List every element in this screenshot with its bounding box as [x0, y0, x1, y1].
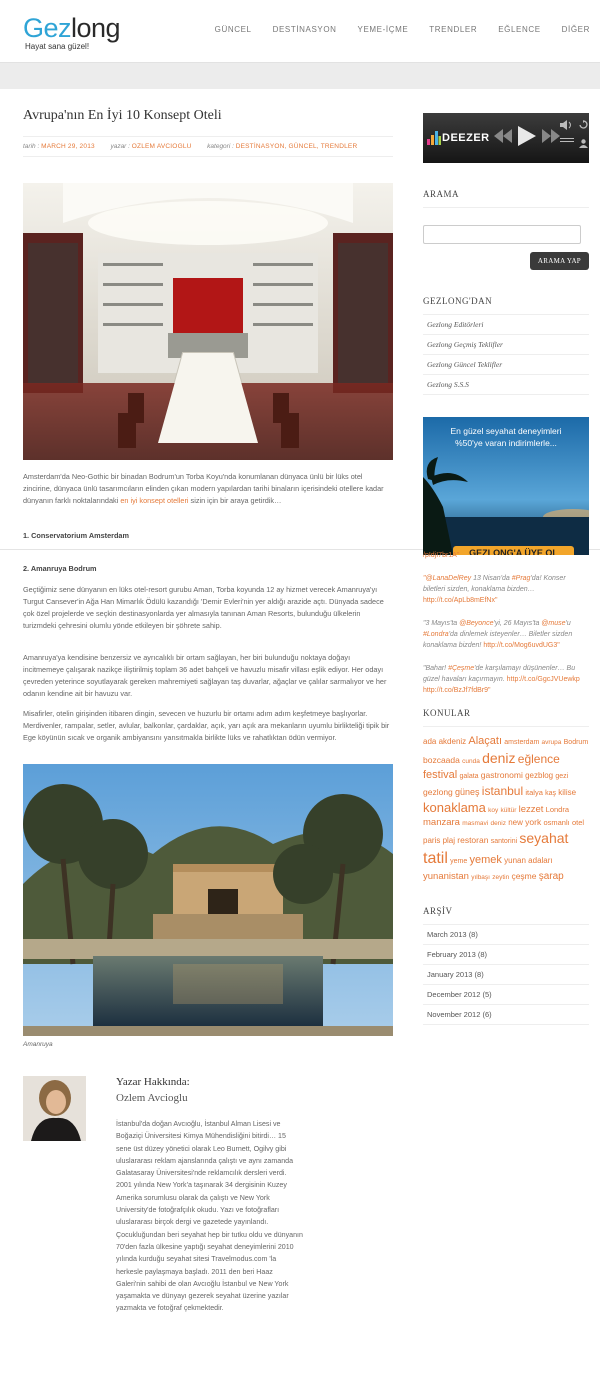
tag-link[interactable]: eğlence	[517, 751, 560, 766]
tag-link[interactable]: şarap	[538, 870, 564, 882]
tag-link[interactable]: masmavi	[462, 819, 489, 827]
tag-link[interactable]: santorini	[490, 838, 518, 846]
repeat-icon[interactable]	[579, 120, 588, 131]
search-button[interactable]: ARAMA YAP	[530, 252, 589, 270]
archive-february-2013[interactable]: February 2013 (8)	[423, 945, 589, 965]
tag-link[interactable]: konaklama	[423, 799, 486, 815]
tag-link[interactable]: seyahat	[519, 830, 569, 847]
tag-link[interactable]: italya	[525, 787, 543, 797]
tag-link[interactable]: kilise	[558, 787, 577, 797]
tweet-0-link[interactable]: /pIdjI7br1A"	[423, 552, 460, 559]
post-paragraph-1: Geçtiğimiz sene dünyanın en lüks otel-resort gurubu Aman, Torba koyunda 12 ay hizmet verecek Amanruya'yı Turgut Cansever'in Ağa Han Mimarlık Ödülü kazandığı 'Demir Evleri'nin yer aldığı arazide açtı. Dünyada sadece çok özel projelerde ve seçkin destinasyonlarda yer almasıyla tanınan Aman Resorts, bulunduğu ülkelerin turizmdeki çehresini olumlu yönde etkileyen bir şöhrete sahip.	[23, 585, 384, 630]
tag-link[interactable]: koy	[488, 806, 499, 814]
tweet-1-handle[interactable]: "@LanaDelRey	[423, 575, 472, 582]
tag-link[interactable]: Alaçatı	[468, 735, 503, 747]
tag-link[interactable]: new	[508, 817, 523, 827]
play-icon[interactable]	[518, 126, 536, 148]
sidebar-lower	[423, 550, 589, 1025]
site-header	[0, 0, 600, 62]
tag-link[interactable]: Bodrum	[563, 739, 589, 746]
post-paragraph-2: Amanruya'ya kendisine benzersiz ve ayrıcalıklı bir ortam sağlayan, her biri bulunduğu noktaya doğayı incitmemeye çalışarak nazikçe iliştirilmiş toplam 36 adet bahçeli ve havuzlu misafir villası eşlik ediyor. Her odayı çevreden yeterince soyutlayarak gereken mahremiyeti sağlayan taş duvarlar, ağaçlar ve çalılar sarmalıyor ve her odanın kendine ait bir havuzu var.	[23, 653, 387, 698]
author-heading-label: Yazar Hakkında:	[116, 1076, 190, 1088]
tag-link[interactable]: galata	[459, 772, 479, 780]
post-intro	[23, 471, 393, 507]
tag-link[interactable]: deniz	[482, 749, 516, 766]
author-name: Ozlem Avcioglu	[116, 1092, 188, 1104]
archive-january-2013[interactable]: January 2013 (8)	[423, 965, 589, 985]
tag-link[interactable]: yılbaşı	[471, 873, 490, 881]
category-label: kategori :	[207, 143, 234, 150]
tweet-2-text-c: 'u	[565, 620, 571, 627]
archive-march-2013[interactable]: March 2013 (8)	[423, 925, 589, 945]
nav-destinasyon[interactable]: DESTİNASYON	[272, 25, 337, 34]
deezer-label: DEEZER	[442, 132, 490, 144]
promo-banner[interactable]	[423, 417, 589, 555]
tag-link[interactable]: plaj	[442, 836, 456, 846]
gezlong-heading: GEZLONG'DAN	[423, 296, 589, 315]
tag-link[interactable]: restoran	[457, 835, 489, 846]
intro-link[interactable]: en iyi konsept otelleri	[120, 496, 189, 505]
tweet-2-link[interactable]: http://t.co/Mog6uvdUG3"	[483, 642, 560, 649]
header-band	[0, 62, 600, 89]
author-bio: İstanbul'da doğan Avcıoğlu, İstanbul Alman Lisesi ve Boğaziçi Üniversitesi Kimya Mühendisliğini bitirdi… 15 sene üst düzey yönetici olarak Leo Burnett, Ogilvy gibi uluslararası reklam ajanslarında çalıştı ve aynı zamanda Galatasaray Üniversitesi'nde reklamcılık dersleri verdi. 2001 yılında New York'a taşınarak 34 dergisinin Kuzey Amerika sorumlusu olarak da çalıştı ve New York University'de fotoğrafçılık okudu. Yazı ve fotoğrafları uluslararası birçok dergi ve gazetede yayınlandı. Çocukluğundan beri seyahat hep bir tutku oldu ve dünyanın 70'den fazla ülkesine yaptığı seyahat deneyimlerini 2010 yılında kurduğu seyahat sitesi Travelmodus.com 'la herkesle paylaşmaya başladı. 2011 den beri Haaz Galeri'nin sahibi de olan Avcıoğlu İstanbul ve New York yaşamakta ve dünyayı gezerek seyahat üzerine yazılar yazmakta ve fotoğraf çekmektedir.	[116, 1120, 303, 1313]
tweet-3-hashtag[interactable]: #Çeşme	[448, 665, 475, 672]
tag-link[interactable]: yunan	[504, 856, 526, 866]
author-avatar	[23, 1076, 86, 1141]
conservatorium-photo	[23, 183, 393, 460]
banner-line-2: %50'ye varan indirimlerle...	[455, 438, 557, 448]
archive-november-2012[interactable]: November 2012 (6)	[423, 1005, 589, 1025]
post-title[interactable]: Avrupa'nın En İyi 10 Konsept Oteli	[23, 108, 222, 123]
tag-link[interactable]: güneş	[455, 786, 480, 797]
gezlong-links	[423, 315, 589, 395]
logo-gez: Gez	[23, 13, 72, 43]
deezer-player[interactable]	[423, 113, 589, 163]
previous-icon[interactable]	[494, 129, 512, 145]
main-nav	[194, 25, 590, 34]
tag-link[interactable]: paris	[423, 836, 441, 846]
tweet-3-link-2[interactable]: http://t.co/BzJf7fdBr9"	[423, 687, 491, 694]
search-input[interactable]	[423, 225, 581, 244]
nav-yeme-icme[interactable]: YEME-İÇME	[357, 25, 409, 34]
date-label: tarih :	[23, 143, 40, 150]
tweet-3-text-a: "Bahar!	[423, 665, 449, 672]
banner-cta-button[interactable]: GEZLONG'A ÜYE OL	[453, 546, 574, 555]
link-faq[interactable]: Gezlong S.S.S	[423, 375, 589, 395]
tag-link[interactable]: deniz	[490, 819, 506, 827]
tag-link[interactable]: gezlong	[423, 786, 453, 797]
tweet-2-text-b: 'yi, 26 Mayıs'ta	[493, 620, 542, 627]
link-current-offers[interactable]: Gezlong Güncel Teklifler	[423, 355, 589, 375]
tag-link[interactable]: manzara	[423, 816, 460, 828]
section-heading-1	[23, 530, 393, 542]
tweet-0	[423, 550, 589, 561]
archive-heading: ARŞİV	[423, 906, 589, 925]
menu-icon[interactable]	[560, 138, 574, 143]
site-tagline: Hayat sana güzel!	[25, 42, 90, 51]
nav-eglence[interactable]: EĞLENCE	[498, 25, 541, 34]
tag-link[interactable]: lezzet	[518, 803, 544, 815]
tag-link[interactable]: yunanistan	[423, 870, 469, 882]
tag-link[interactable]: amsterdam	[504, 739, 540, 746]
banner-line-1: En güzel seyahat deneyimleri	[450, 426, 562, 436]
tag-link[interactable]: ada	[423, 737, 437, 746]
next-icon[interactable]	[542, 129, 560, 145]
tag-link[interactable]: zeytin	[492, 873, 510, 881]
nav-trendler[interactable]: TRENDLER	[429, 25, 478, 34]
site-logo[interactable]	[23, 13, 120, 51]
tweet-3	[423, 663, 589, 696]
post-author-link[interactable]: OZLEM AVCIOGLU	[131, 143, 192, 150]
tweet-2-text-d: 'da dinlemek isteyenler… Biletler sizden konaklama bizden!	[423, 631, 573, 649]
archive-december-2012[interactable]: December 2012 (5)	[423, 985, 589, 1005]
tweet-2	[423, 618, 589, 651]
tag-link[interactable]: cunda	[462, 757, 480, 765]
sidebar	[423, 113, 589, 555]
post-header	[23, 108, 393, 157]
post-meta	[23, 136, 393, 157]
tag-link[interactable]: adaları	[528, 856, 553, 866]
tweet-3-text-b: 'de karşılamayı düşünenler… Bu güzel havaları kaçırmayın.	[423, 665, 576, 683]
section-heading-2	[23, 563, 393, 575]
tag-link[interactable]: tatil	[423, 850, 448, 868]
tag-link[interactable]: kaş	[545, 789, 557, 797]
volume-icon[interactable]	[560, 120, 572, 132]
tweet-2-handle-beyonce[interactable]: @Beyonce	[459, 620, 494, 627]
post-date: MARCH 29, 2013	[41, 143, 95, 150]
archive-list	[423, 925, 589, 1025]
topics-heading: KONULAR	[423, 708, 589, 727]
tweet-1-text-a: 13 Nisan'da	[471, 575, 512, 582]
tag-link[interactable]: çeşme	[511, 870, 537, 881]
tweet-1	[423, 573, 589, 606]
deezer-logo-icon	[427, 127, 441, 147]
tag-link[interactable]: akdeniz	[438, 737, 467, 746]
author-heading	[116, 1076, 190, 1104]
user-icon[interactable]	[579, 139, 588, 150]
post-categories[interactable]: DESTİNASYON, GÜNCEL, TRENDLER	[235, 143, 358, 150]
tag-link[interactable]: avrupa	[541, 739, 562, 746]
tag-link[interactable]: kültür	[500, 806, 517, 814]
author-label: yazar :	[110, 143, 130, 150]
tag-link[interactable]: york	[525, 816, 542, 827]
amanruya-photo	[23, 764, 393, 1036]
tag-link[interactable]: osmanlı	[543, 817, 570, 827]
link-editors[interactable]: Gezlong Editörleri	[423, 315, 589, 335]
intro-text-a: Amsterdam'da Neo-Gothic bir binadan Bodrum'un Torba Koyu'nda konumlanan dünyaca ünlü bir lüks otel zincirine, dünyaca ünlü tasarımcıların elinden çıkan modern yapılardan tarihi binaların içerisindeki otellere kadar dünyanın farklı noktalarındaki	[23, 472, 384, 505]
tag-link[interactable]: gezblog	[525, 770, 554, 780]
link-past-offers[interactable]: Gezlong Geçmiş Teklifler	[423, 335, 589, 355]
tweet-2-handle-muse[interactable]: @muse	[541, 620, 566, 627]
nav-guncel[interactable]: GÜNCEL	[214, 25, 252, 34]
tweet-2-hashtag[interactable]: #Londra	[423, 631, 449, 638]
tweet-1-hashtag[interactable]: #Prag	[511, 575, 531, 582]
tweet-1-link[interactable]: http://t.co/ApLb8mEfNx"	[423, 597, 498, 604]
search-heading: ARAMA	[423, 189, 589, 208]
heading-amanruya: 2. Amanruya Bodrum	[23, 564, 97, 573]
tweet-1-text-b: 'da! Konser biletleri sizden, konaklama bizden…	[423, 575, 566, 593]
tag-link[interactable]: bozcaada	[423, 754, 460, 765]
tag-link[interactable]: festival	[423, 768, 458, 781]
logo-long: long	[71, 13, 121, 43]
tag-link[interactable]: istanbul	[481, 783, 524, 798]
tag-link[interactable]: gastronomi	[480, 769, 523, 780]
heading-conservatorium: 1. Conservatorium Amsterdam	[23, 531, 129, 540]
intro-text-b: sizin için bir araya getirdik…	[188, 496, 282, 505]
tag-link[interactable]: yeme	[450, 858, 468, 866]
tweet-3-link-1[interactable]: http://t.co/GgcJVUewkp	[506, 676, 580, 683]
tag-link[interactable]: gezi	[555, 772, 569, 780]
tag-link[interactable]: yemek	[469, 854, 502, 867]
tweet-2-text-a: "3 Mayıs'ta	[423, 620, 460, 627]
tag-cloud	[423, 734, 589, 884]
photo-caption: Amanruya	[23, 1041, 53, 1048]
nav-diger[interactable]: DİĞER	[561, 25, 590, 34]
post-paragraph-3: Misafirler, otelin girişinden itibaren dingin, sevecen ve huzurlu bir ortamı adım adım keşfetmeye başlıyorlar. Merdivenler, rampalar, setler, avlular, balkonlar, çardaklar, açık, yarı açık ara mekanların uyumlu birlikteliği tipik bir Ege köyünün sıcak ve organik ambiyansını yansıtmakla birlikte lüks ve rahatlıktan ödün vermiyor.	[23, 709, 390, 742]
tag-link[interactable]: otel	[571, 817, 585, 827]
tag-link[interactable]: Londra	[545, 804, 570, 814]
